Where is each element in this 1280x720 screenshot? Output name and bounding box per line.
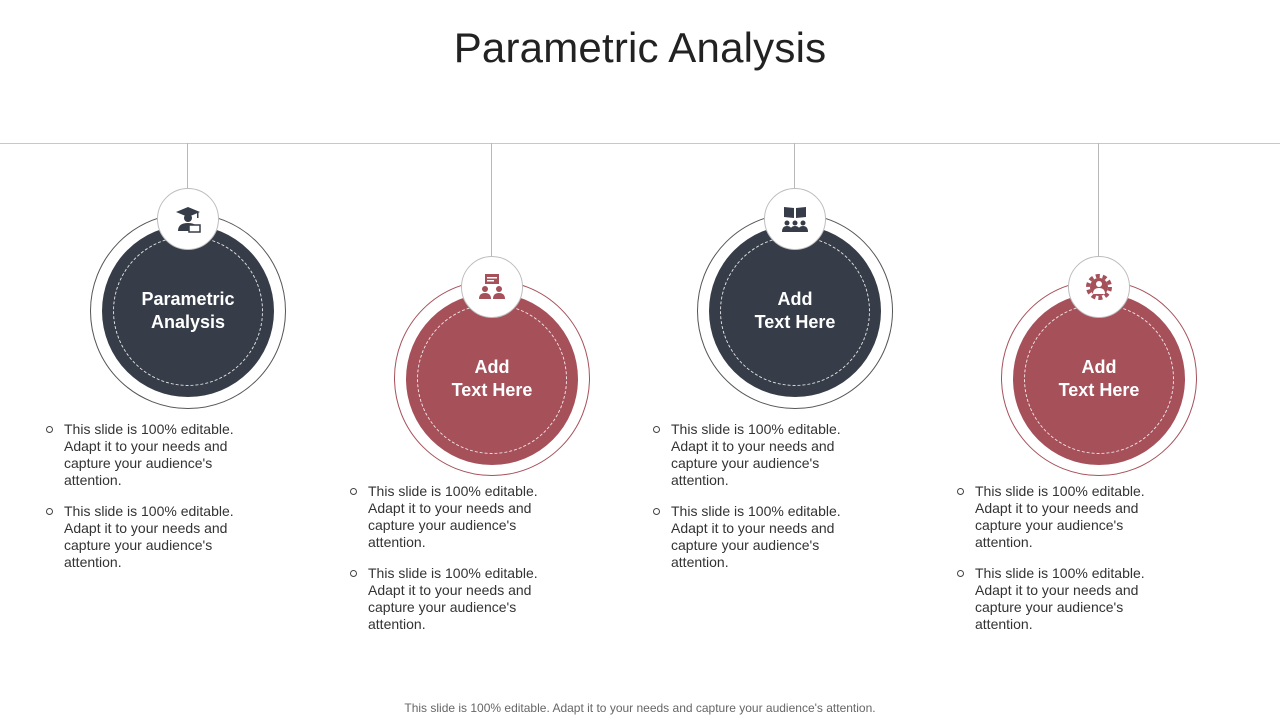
bullet-list (46, 421, 246, 585)
step-heading: Parametric Analysis (141, 289, 235, 332)
step-column-4 (949, 143, 1249, 663)
list-item: This slide is 100% editable. Adapt it to your needs and capture your audience's attention. (350, 565, 550, 633)
list-item: This slide is 100% editable. Adapt it to your needs and capture your audience's attention. (653, 421, 853, 489)
step-heading: Add Text Here (451, 357, 533, 400)
step-column-1 (38, 143, 338, 663)
connector-line (794, 143, 795, 190)
step-disc (406, 293, 578, 465)
step-disc (709, 225, 881, 397)
connector-line (187, 143, 188, 190)
presentation-meeting-icon (461, 256, 523, 318)
list-item: This slide is 100% editable. Adapt it to your needs and capture your audience's attention. (653, 503, 853, 571)
list-item: This slide is 100% editable. Adapt it to your needs and capture your audience's attention. (957, 483, 1157, 551)
connector-line (1098, 143, 1099, 257)
page-title: Parametric Analysis (453, 24, 827, 71)
graduate-reading-icon (157, 188, 219, 250)
bullet-list (653, 421, 853, 585)
step-heading: Add Text Here (1058, 357, 1140, 400)
step-disc (102, 225, 274, 397)
gear-people-icon (1068, 256, 1130, 318)
bullet-list (957, 483, 1157, 647)
step-column-2 (342, 143, 642, 663)
list-item: This slide is 100% editable. Adapt it to your needs and capture your audience's attention. (46, 421, 246, 489)
list-item: This slide is 100% editable. Adapt it to your needs and capture your audience's attention. (350, 483, 550, 551)
step-column-3 (645, 143, 945, 663)
step-disc (1013, 293, 1185, 465)
bullet-list (350, 483, 550, 647)
connector-line (491, 143, 492, 257)
footer-note: This slide is 100% editable. Adapt it to your needs and capture your audience's attention. (404, 701, 876, 715)
step-heading: Add Text Here (754, 289, 836, 332)
book-team-icon (764, 188, 826, 250)
list-item: This slide is 100% editable. Adapt it to your needs and capture your audience's attention. (957, 565, 1157, 633)
list-item: This slide is 100% editable. Adapt it to your needs and capture your audience's attention. (46, 503, 246, 571)
